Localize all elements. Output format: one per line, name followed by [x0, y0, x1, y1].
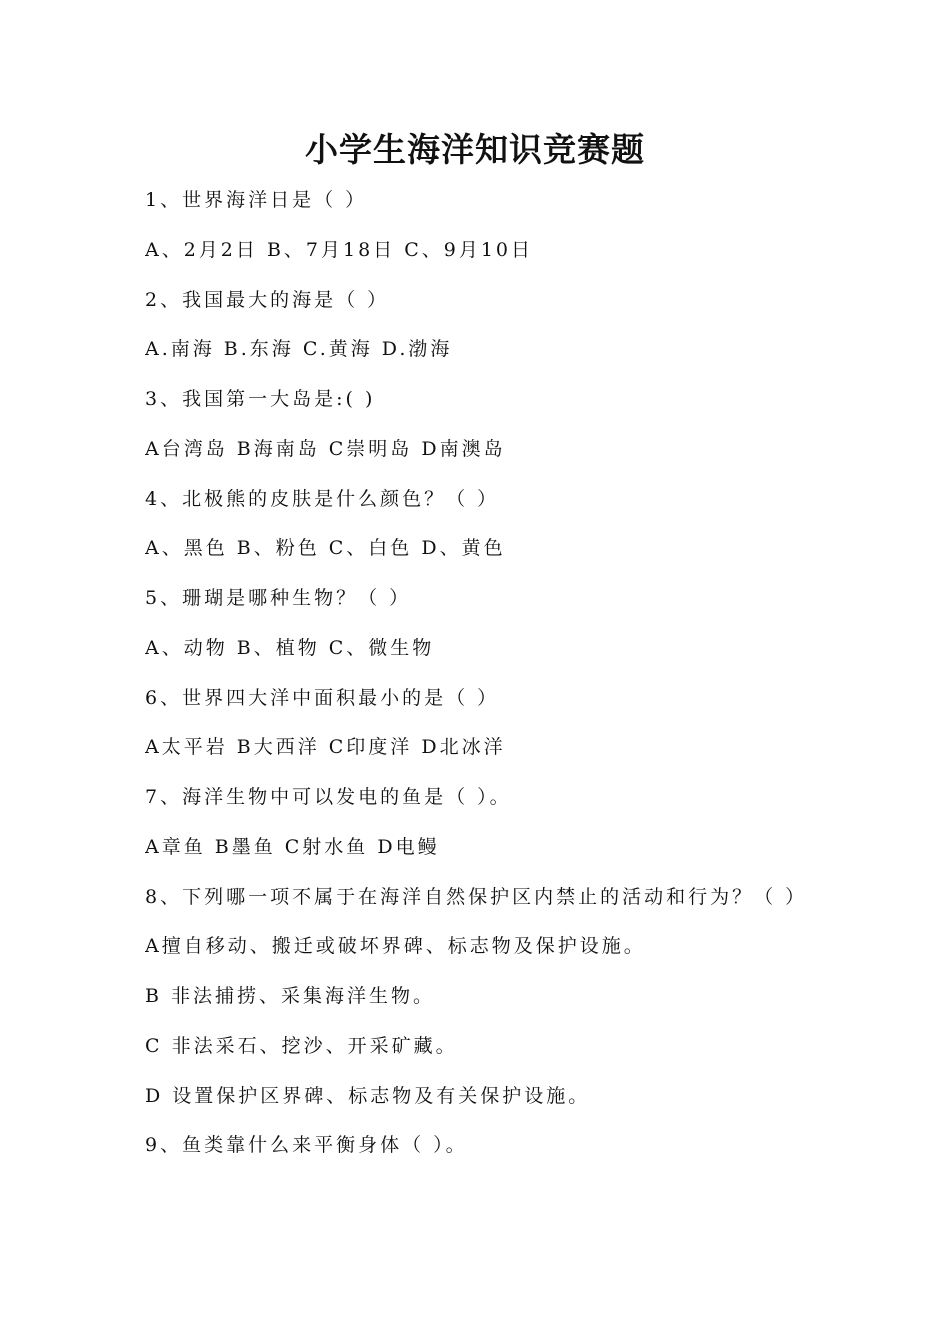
question-1: 1、世界海洋日是（ ） [145, 189, 368, 211]
question-3-options: A台湾岛 B海南岛 C崇明岛 D南澳岛 [145, 437, 506, 460]
question-8: 8、下列哪一项不属于在海洋自然保护区内禁止的活动和行为？（ ） [145, 885, 808, 908]
question-5-options: A、动物 B、植物 C、微生物 [145, 636, 435, 659]
question-9: 9、鱼类靠什么来平衡身体（ ）。 [145, 1134, 468, 1157]
question-8-option-d: D 设置保护区界碑、标志物及有关保护设施。 [145, 1084, 591, 1107]
document-title: 小学生海洋知识竞赛题 [305, 130, 645, 169]
question-4: 4、北极熊的皮肤是什么颜色？（ ） [145, 487, 500, 510]
question-2: 2、我国最大的海是（ ） [145, 288, 390, 311]
question-7-options: A章鱼 B墨鱼 C射水鱼 D电鳗 [145, 835, 440, 858]
question-6-options: A太平岩 B大西洋 C印度洋 D北冰洋 [145, 736, 506, 759]
question-4-options: A、黑色 B、粉色 C、白色 D、黄色 [145, 537, 506, 560]
question-3: 3、我国第一大岛是:( ) [145, 388, 376, 410]
question-2-options: A.南海 B.东海 C.黄海 D.渤海 [145, 338, 453, 361]
question-list [145, 176, 825, 1171]
question-6: 6、世界四大洋中面积最小的是（ ） [145, 686, 500, 709]
question-7: 7、海洋生物中可以发电的鱼是（ ）。 [145, 786, 512, 808]
question-5: 5、珊瑚是哪种生物？（ ） [145, 587, 412, 609]
question-8-option-b: B 非法捕捞、采集海洋生物。 [145, 985, 436, 1007]
question-8-option-c: C 非法采石、挖沙、开采矿藏。 [145, 1034, 458, 1057]
question-8-option-a: A擅自移动、搬迁或破坏界碑、标志物及保护设施。 [145, 935, 646, 958]
question-1-options: A、2月2日 B、7月18日 C、9月10日 [145, 238, 534, 261]
